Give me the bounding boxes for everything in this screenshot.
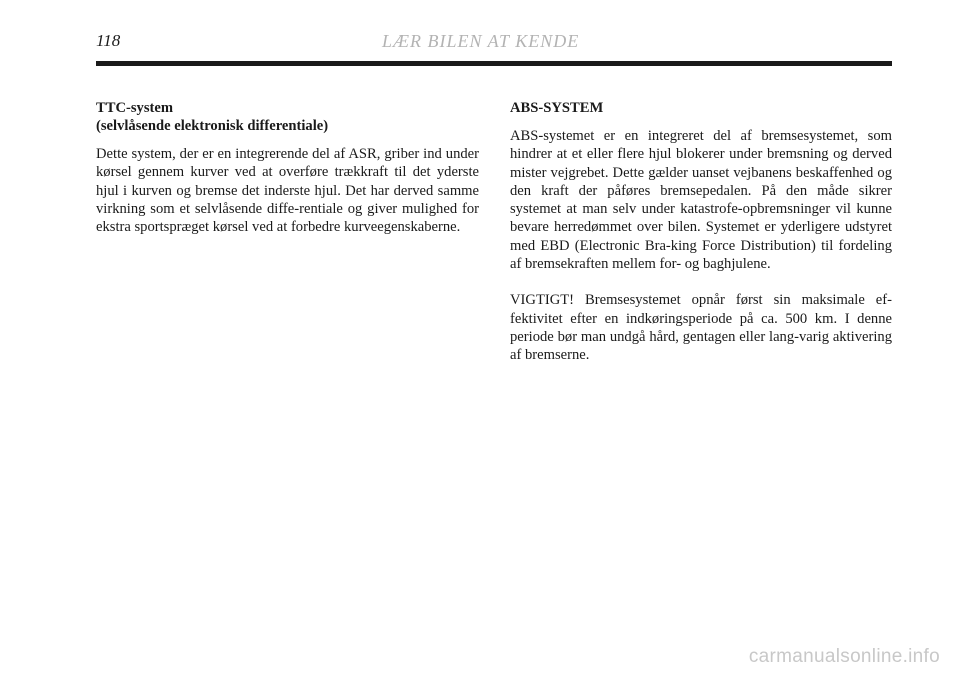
ttc-heading <box>96 99 479 135</box>
section-title: LÆR BILEN AT KENDE <box>382 31 580 51</box>
abs-heading: ABS-SYSTEM <box>510 100 604 116</box>
ttc-body: Dette system, der er en integrerende del af ASR, griber ind under kørsel gennem kurver ved at overføre trækkraft til det yderste hjul i kurven og bremse det inderste hjul. Det har derved samme virkning som et selvlåsende diffe-rentiale og giver mulighed for ekstra sportspræget kørsel ved at forbedre kurveegenskaberne. <box>96 146 479 236</box>
header-rule <box>96 61 892 66</box>
ttc-heading-line2: (selvlåsende elektronisk differentiale) <box>96 118 329 134</box>
abs-body: ABS-systemet er en integreret del af bremsesystemet, som hindrer at et eller flere hjul blokerer under bremsning og derved mister vejgrebet. Dette gælder uanset vejbanens beskaffenhed og den kraft der påføres bremsepedalen. På den måde sikrer systemet at man selv under katastrofe-opbremsninger vil kunne bevare herredømmet over bilen. Systemet er yderligere udstyret med EBD (Electronic Bra-king Force Distribution) til fordeling af bremsekraften mellem for- og baghjulene. <box>510 128 892 273</box>
footer-watermark: carmanualsonline.info <box>748 646 940 667</box>
page-number: 118 <box>96 31 121 50</box>
right-column <box>510 99 892 365</box>
abs-warning: VIGTIGT! Bremsesystemet opnår først sin maksimale ef-fektivitet efter en indkøringsperiode på ca. 500 km. I denne periode bør man undgå hård, gentagen eller lang-varig aktivering af bremserne. <box>510 292 892 364</box>
left-column <box>96 99 479 236</box>
ttc-heading-line1: TTC-system <box>96 100 174 116</box>
